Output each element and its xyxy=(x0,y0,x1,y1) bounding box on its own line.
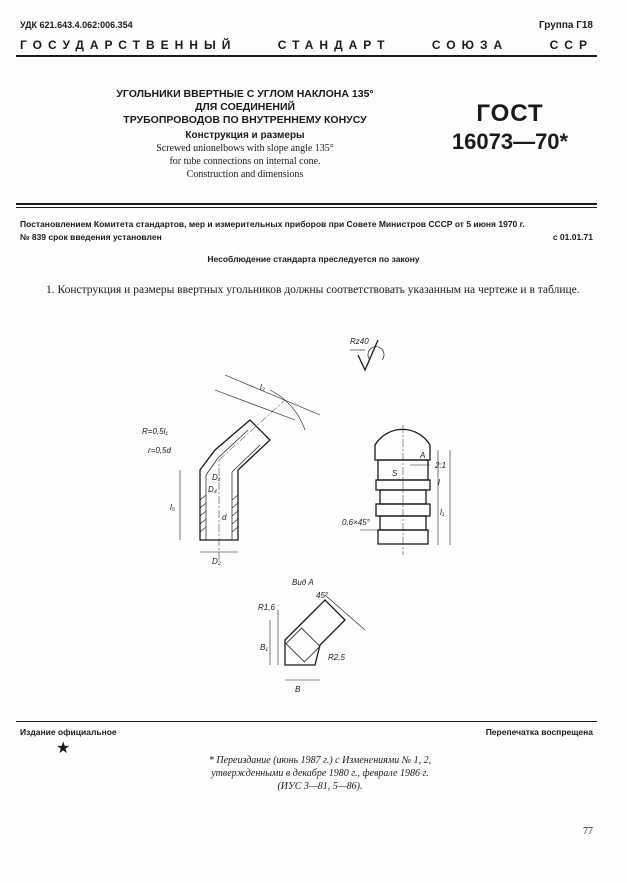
standard-number-block xyxy=(430,100,590,156)
title-ru-line-2: ДЛЯ СОЕДИНЕНИЙ xyxy=(194,101,296,113)
label-r16: R1,6 xyxy=(258,603,275,612)
decree-line-2-left: № 839 срок введения установлен xyxy=(20,232,162,242)
label-l5: l₅ xyxy=(170,503,175,512)
title-en-line-3: Construction and dimensions xyxy=(186,169,304,180)
state-word-2: СТАНДАРТ xyxy=(277,38,391,52)
standard-label: ГОСТ xyxy=(476,100,544,127)
label-s: S xyxy=(392,469,398,478)
label-rz: Rz40 xyxy=(350,337,369,346)
title-en-line-1: Screwed unionelbows with slope angle 135° xyxy=(156,143,334,154)
label-r25: R2,5 xyxy=(328,653,345,662)
label-view-a: Вид А xyxy=(292,578,314,587)
label-b1: B₁ xyxy=(260,643,268,652)
elbow-side-view xyxy=(180,375,320,560)
udk-code: УДК 621.643.4.062:006.354 xyxy=(20,20,133,30)
label-d1: D₁ xyxy=(212,473,221,482)
title-ru-line-3: ТРУБОПРОВОДОВ ПО ВНУТРЕННЕМУ КОНУСУ xyxy=(123,114,367,126)
footnote-line-2: утвержденными в декабре 1980 г., феврале 1986 г. xyxy=(211,768,429,779)
state-standard-line xyxy=(20,38,593,52)
title-ru-line-1: УГОЛЬНИКИ ВВЕРТНЫЕ С УГЛОМ НАКЛОНА 135° xyxy=(116,88,374,100)
title-block xyxy=(80,88,410,180)
title-rule-bottom xyxy=(16,207,597,208)
label-scale: 2:1 xyxy=(435,461,447,470)
label-d2: D₂ xyxy=(212,557,221,566)
standard-number: 16073—70* xyxy=(451,129,569,154)
decree-line-1: Постановлением Комитета стандартов, мер и измерительных приборов при Совете Министров СССР от 5 июня 1970 г. xyxy=(20,219,525,229)
header-rule xyxy=(16,55,597,57)
label-a: А xyxy=(420,451,426,460)
label-d4: D₄ xyxy=(208,485,217,494)
star-icon: ★ xyxy=(56,740,71,757)
state-word-4: ССР xyxy=(549,38,593,52)
title-en-line-2: for tube connections on internal cone. xyxy=(169,156,321,167)
group-code: Группа Г18 xyxy=(538,20,593,31)
footnote xyxy=(170,754,470,793)
title-rule-top xyxy=(16,203,597,205)
page-number: 77 xyxy=(583,826,593,837)
view-a-detail xyxy=(270,595,365,680)
title-ru-subtitle: Конструкция и размеры xyxy=(185,130,305,141)
technical-drawing xyxy=(120,330,460,710)
label-l2: l₂ xyxy=(260,383,265,392)
state-word-1: ГОСУДАРСТВЕННЫЙ xyxy=(20,38,237,52)
label-r1: R=0,5l₁ xyxy=(142,427,168,436)
reprint-notice: Перепечатка воспрещена xyxy=(485,727,593,737)
label-d: d xyxy=(222,513,227,522)
label-l1: l₁ xyxy=(440,508,445,517)
elbow-front-view xyxy=(360,425,450,555)
edition-label: Издание официальное xyxy=(20,727,117,737)
footnote-line-1: * Переиздание (июнь 1987 г.) с Изменениями № 1, 2, xyxy=(208,755,432,766)
body-paragraph: 1. Конструкция и размеры ввертных угольников должны соответствовать указанным на чертеже и в таблице. xyxy=(46,284,580,296)
law-notice: Несоблюдение стандарта преследуется по закону xyxy=(207,254,420,264)
label-l: l xyxy=(438,478,440,487)
state-word-3: СОЮЗА xyxy=(431,38,509,52)
label-angle: 45° xyxy=(316,591,329,600)
footer-rule xyxy=(16,721,597,722)
decree-text xyxy=(20,218,593,244)
decree-line-2-right: с 01.01.71 xyxy=(552,232,593,242)
label-r2: r=0,5d xyxy=(148,446,171,455)
footnote-line-3: (ИУС 3—81, 5—86). xyxy=(277,781,363,792)
label-b: B xyxy=(295,685,301,694)
label-chamfer: 0,6×45° xyxy=(342,518,370,527)
